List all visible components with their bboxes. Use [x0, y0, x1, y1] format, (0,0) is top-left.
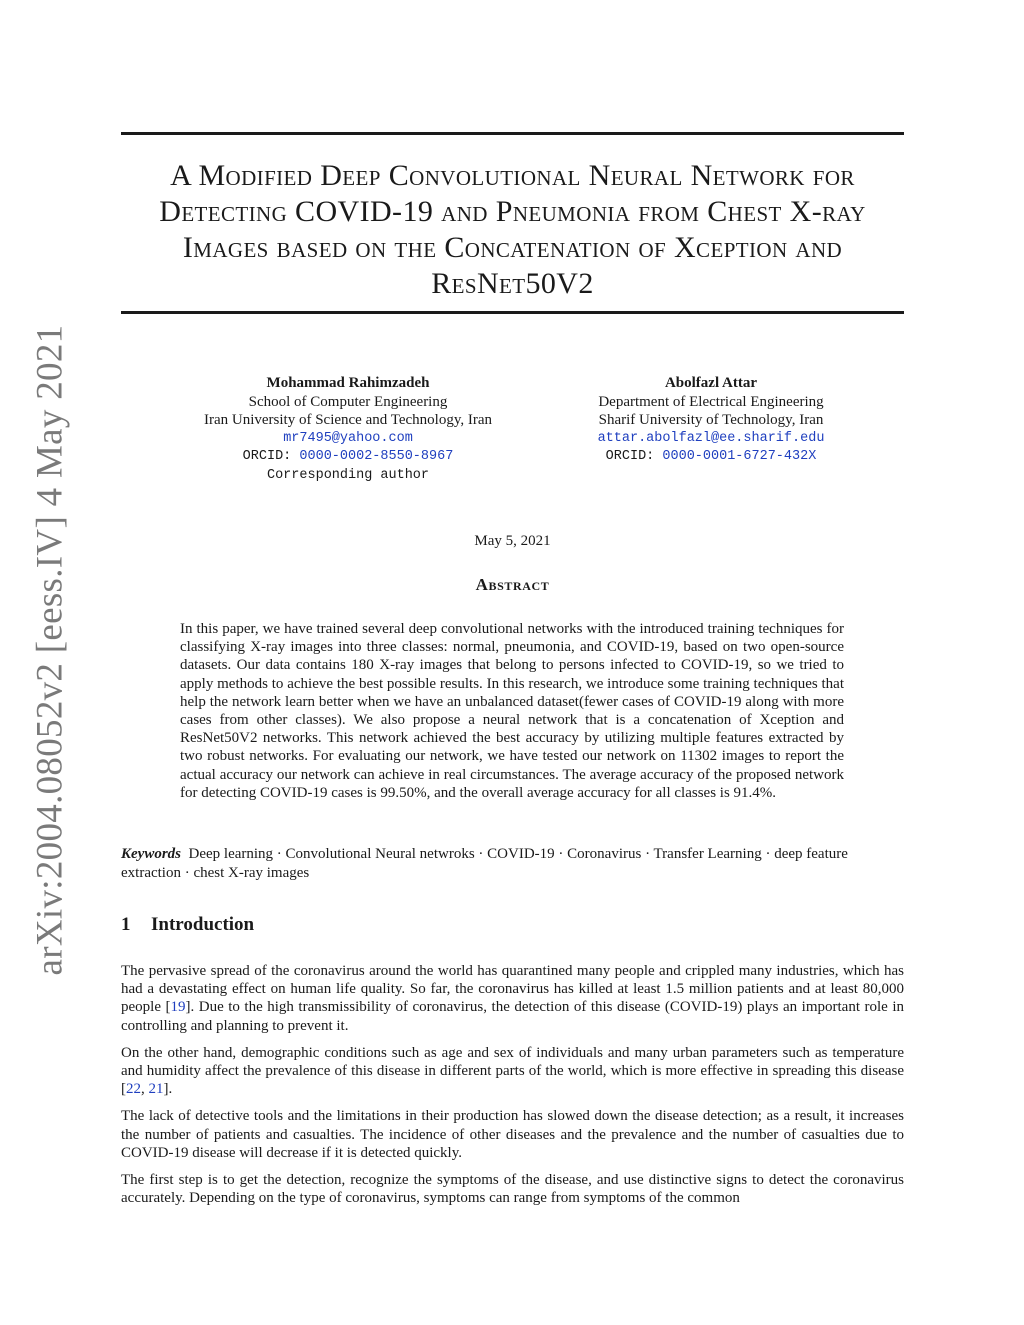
orcid-label: ORCID:: [242, 449, 292, 464]
abstract-heading: Abstract: [475, 575, 550, 594]
author-name: Abolfazl Attar: [664, 375, 758, 391]
corresponding-author-note: Corresponding author: [266, 467, 430, 483]
paragraph-text: On the other hand, demographic conditions such as age and sex of individuals and many urban parameters such as temperature and humidity affect the prevalence of this disease in different parts of the world, which is more effective in spreading this disease [: [121, 1044, 904, 1098]
citation-link[interactable]: 19: [170, 999, 186, 1016]
orcid-label: ORCID:: [605, 449, 655, 464]
citation-link[interactable]: 21: [148, 1081, 164, 1098]
keywords-list: Deep learning · Convolutional Neural netwroks · COVID-19 · Coronavirus · Transfer Learning · deep feature extraction · chest X-ray images: [121, 846, 848, 881]
keywords-label: Keywords: [121, 846, 181, 862]
author-block-1: [178, 374, 518, 485]
section-title: Introduction: [151, 914, 255, 935]
citation-separator: ,: [141, 1081, 149, 1098]
paper-title: A Modified Deep Convolutional Neural Network for Detecting COVID-19 and Pneumonia from Chest X-ray Images based on the Concatenation of Xception and ResNet50V2: [159, 159, 866, 300]
keywords-line: [121, 845, 904, 882]
author-email-link[interactable]: mr7495@yahoo.com: [283, 430, 413, 446]
abstract-text: In this paper, we have trained several deep convolutional networks with the introduced training techniques for classifying X-ray images into three classes: normal, pneumonia, and COVID-19, based on two open-source datasets. Our data contains 180 X-ray images that belong to persons infected to COVID-19, so we tried to apply methods to achieve the best possible results. In this research, we introduce some training techniques that help the network learn better when we have an unbalanced dataset(fewer cases of COVID-19 along with more cases from other classes). We also propose a neural network that is a concatenation of Xception and ResNet50V2 networks. This network achieved the best accuracy by utilizing multiple features extracted by two robust networks. For evaluating our network, we have tested our network on 11302 images to report the actual accuracy our network can achieve in real circumstances. The average accuracy of the proposed network for detecting COVID-19 cases is 99.50%, and the overall average accuracy for all classes is 91.4%.: [180, 621, 844, 801]
paragraph: [121, 962, 904, 1035]
author-institution: Sharif University of Technology, Iran: [598, 412, 824, 428]
arxiv-identifier-stamp: arXiv:2004.08052v2 [eess.IV] 4 May 2021: [29, 324, 71, 976]
title-top-rule: [121, 132, 904, 135]
author-institution: Iran University of Science and Technology, Iran: [203, 412, 493, 428]
author-department: Department of Electrical Engineering: [598, 393, 824, 410]
orcid-link[interactable]: 0000-0001-6727-432X: [662, 449, 817, 464]
paragraph-text: The pervasive spread of the coronavirus around the world has quarantined many people and crippled many industries, which has had a devastating effect on human life quality. So far, the coronavirus has killed at least 1.5 million patients and at least 80,000 people [: [121, 963, 904, 1016]
paragraph: The first step is to get the detection, recognize the symptoms of the disease, and use distinctive signs to detect the coronavirus accurately. Depending on the type of coronavirus, symptoms can range from symptoms of the common: [121, 1172, 904, 1207]
section-number: 1: [121, 914, 131, 935]
author-orcid-line: [571, 448, 851, 467]
author-name: Mohammad Rahimzadeh: [266, 375, 430, 391]
orcid-link[interactable]: 0000-0002-8550-8967: [299, 449, 454, 464]
author-block-2: [571, 374, 851, 467]
paragraph-text: ].: [163, 1081, 173, 1098]
introduction-body: [121, 962, 904, 1216]
author-email-link[interactable]: attar.abolfazl@ee.sharif.edu: [597, 430, 825, 446]
author-orcid-line: [178, 448, 518, 467]
section-heading-introduction: [121, 914, 254, 936]
author-department: School of Computer Engineering: [248, 393, 448, 410]
paragraph-text: ]. Due to the high transmissibility of coronavirus, the detection of this disease (COVID-19) plays an important role in controlling and planning to prevent it.: [121, 999, 905, 1034]
citation-link[interactable]: 22: [126, 1081, 141, 1098]
paragraph: [121, 1044, 904, 1099]
title-bottom-rule: [121, 311, 904, 314]
paper-date: May 5, 2021: [474, 533, 551, 549]
paragraph: The lack of detective tools and the limitations in their production has slowed down the disease detection; as a result, it increases the number of patients and casualties. The incidence of other diseases and the prevalence and the number of casualties due to COVID-19 disease will decrease if it is detected quickly.: [121, 1108, 904, 1161]
